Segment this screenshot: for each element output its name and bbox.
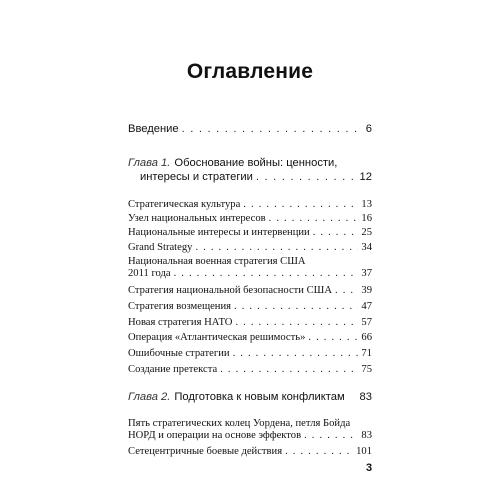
toc-entry-label: Стратегия возмещения — [128, 301, 232, 312]
leader-dots — [243, 199, 358, 210]
toc-entry-intro[interactable] — [128, 123, 372, 135]
toc-entry[interactable] — [128, 332, 372, 343]
toc-entry-label: Ошибочные стратегии — [128, 348, 230, 359]
leader-dots — [235, 317, 358, 328]
leader-dots — [308, 332, 358, 343]
toc-page-number: 101 — [356, 446, 372, 457]
leader-dots — [220, 364, 358, 375]
toc-entry-label: Национальные интересы и интервенции — [128, 227, 310, 238]
toc-chapter-2[interactable] — [128, 391, 372, 403]
toc-entry-label: Введение — [128, 123, 179, 135]
toc-entry-label: Стратегическая культура — [128, 199, 241, 210]
page-title: Оглавление — [186, 60, 314, 83]
toc-entry[interactable] — [128, 213, 372, 224]
toc-entry-label-line2: 2011 года — [128, 268, 171, 279]
toc-entry[interactable] — [128, 364, 372, 375]
toc-page-number: 34 — [361, 242, 372, 253]
toc-page-number: 83 — [361, 430, 372, 441]
toc-page-number: 47 — [361, 301, 372, 312]
toc-entry[interactable] — [128, 301, 372, 312]
toc-entry[interactable] — [128, 348, 372, 359]
toc-page-number: 13 — [361, 199, 372, 210]
toc-entry-label: Grand Strategy — [128, 242, 193, 253]
toc-entry[interactable] — [128, 242, 372, 253]
toc-page-number: 25 — [361, 227, 372, 238]
leader-dots — [285, 446, 353, 457]
leader-dots — [233, 348, 359, 359]
toc-page-number: 75 — [361, 364, 372, 375]
toc-entry-label: Сетецентричные боевые действия — [128, 446, 283, 457]
toc-entry-label: Новая стратегия НАТО — [128, 317, 233, 328]
leader-dots — [195, 242, 358, 253]
leader-dots — [304, 430, 358, 441]
leader-dots — [174, 268, 359, 279]
chapter-title-line1: Обоснование войны: ценности, — [174, 157, 338, 169]
leader-dots — [335, 285, 358, 296]
toc-entry[interactable] — [128, 227, 372, 238]
leader-dots — [182, 123, 363, 135]
leader-dots — [256, 171, 357, 183]
toc-entry-label-line1: Национальная военная стратегия США — [128, 256, 306, 267]
chapter-title: Подготовка к новым конфликтам — [174, 391, 345, 403]
toc-page-number: 39 — [361, 285, 372, 296]
toc-entry[interactable] — [128, 446, 372, 457]
toc-page-number: 71 — [361, 348, 372, 359]
toc-entry[interactable] — [128, 317, 372, 328]
toc-entry[interactable] — [128, 256, 372, 279]
leader-dots — [234, 301, 358, 312]
toc-entry[interactable] — [128, 285, 372, 296]
toc-page-number: 16 — [361, 213, 372, 224]
toc-page-number: 66 — [361, 332, 372, 343]
toc-chapter-1[interactable] — [128, 157, 372, 183]
toc-page-number: 12 — [359, 171, 372, 183]
toc-page-number: 37 — [361, 268, 372, 279]
toc-entry-label-line1: Пять стратегических колец Уордена, петля Бойда — [128, 418, 351, 429]
leader-dots — [313, 227, 359, 238]
toc-entry[interactable] — [128, 418, 372, 441]
toc-page-number: 83 — [359, 391, 372, 403]
toc-page-number: 57 — [361, 317, 372, 328]
chapter-label: Глава 2. — [128, 391, 171, 403]
page-number: 3 — [366, 462, 373, 474]
toc-entry-label: Узел национальных интересов — [128, 213, 266, 224]
chapter-title-line2: интересы и стратегии — [140, 171, 253, 183]
toc-entry-label-line2: НОРД и операции на основе эффектов — [128, 430, 302, 441]
leader-dots — [269, 213, 359, 224]
toc-entry[interactable] — [128, 199, 372, 210]
toc-entry-label: Стратегия национальной безопасности США — [128, 285, 333, 296]
toc-entry-label: Создание претекста — [128, 364, 218, 375]
toc-entry-label: Операция «Атлантическая решимость» — [128, 332, 306, 343]
toc-page-number: 6 — [365, 123, 372, 135]
chapter-label: Глава 1. — [128, 157, 171, 169]
